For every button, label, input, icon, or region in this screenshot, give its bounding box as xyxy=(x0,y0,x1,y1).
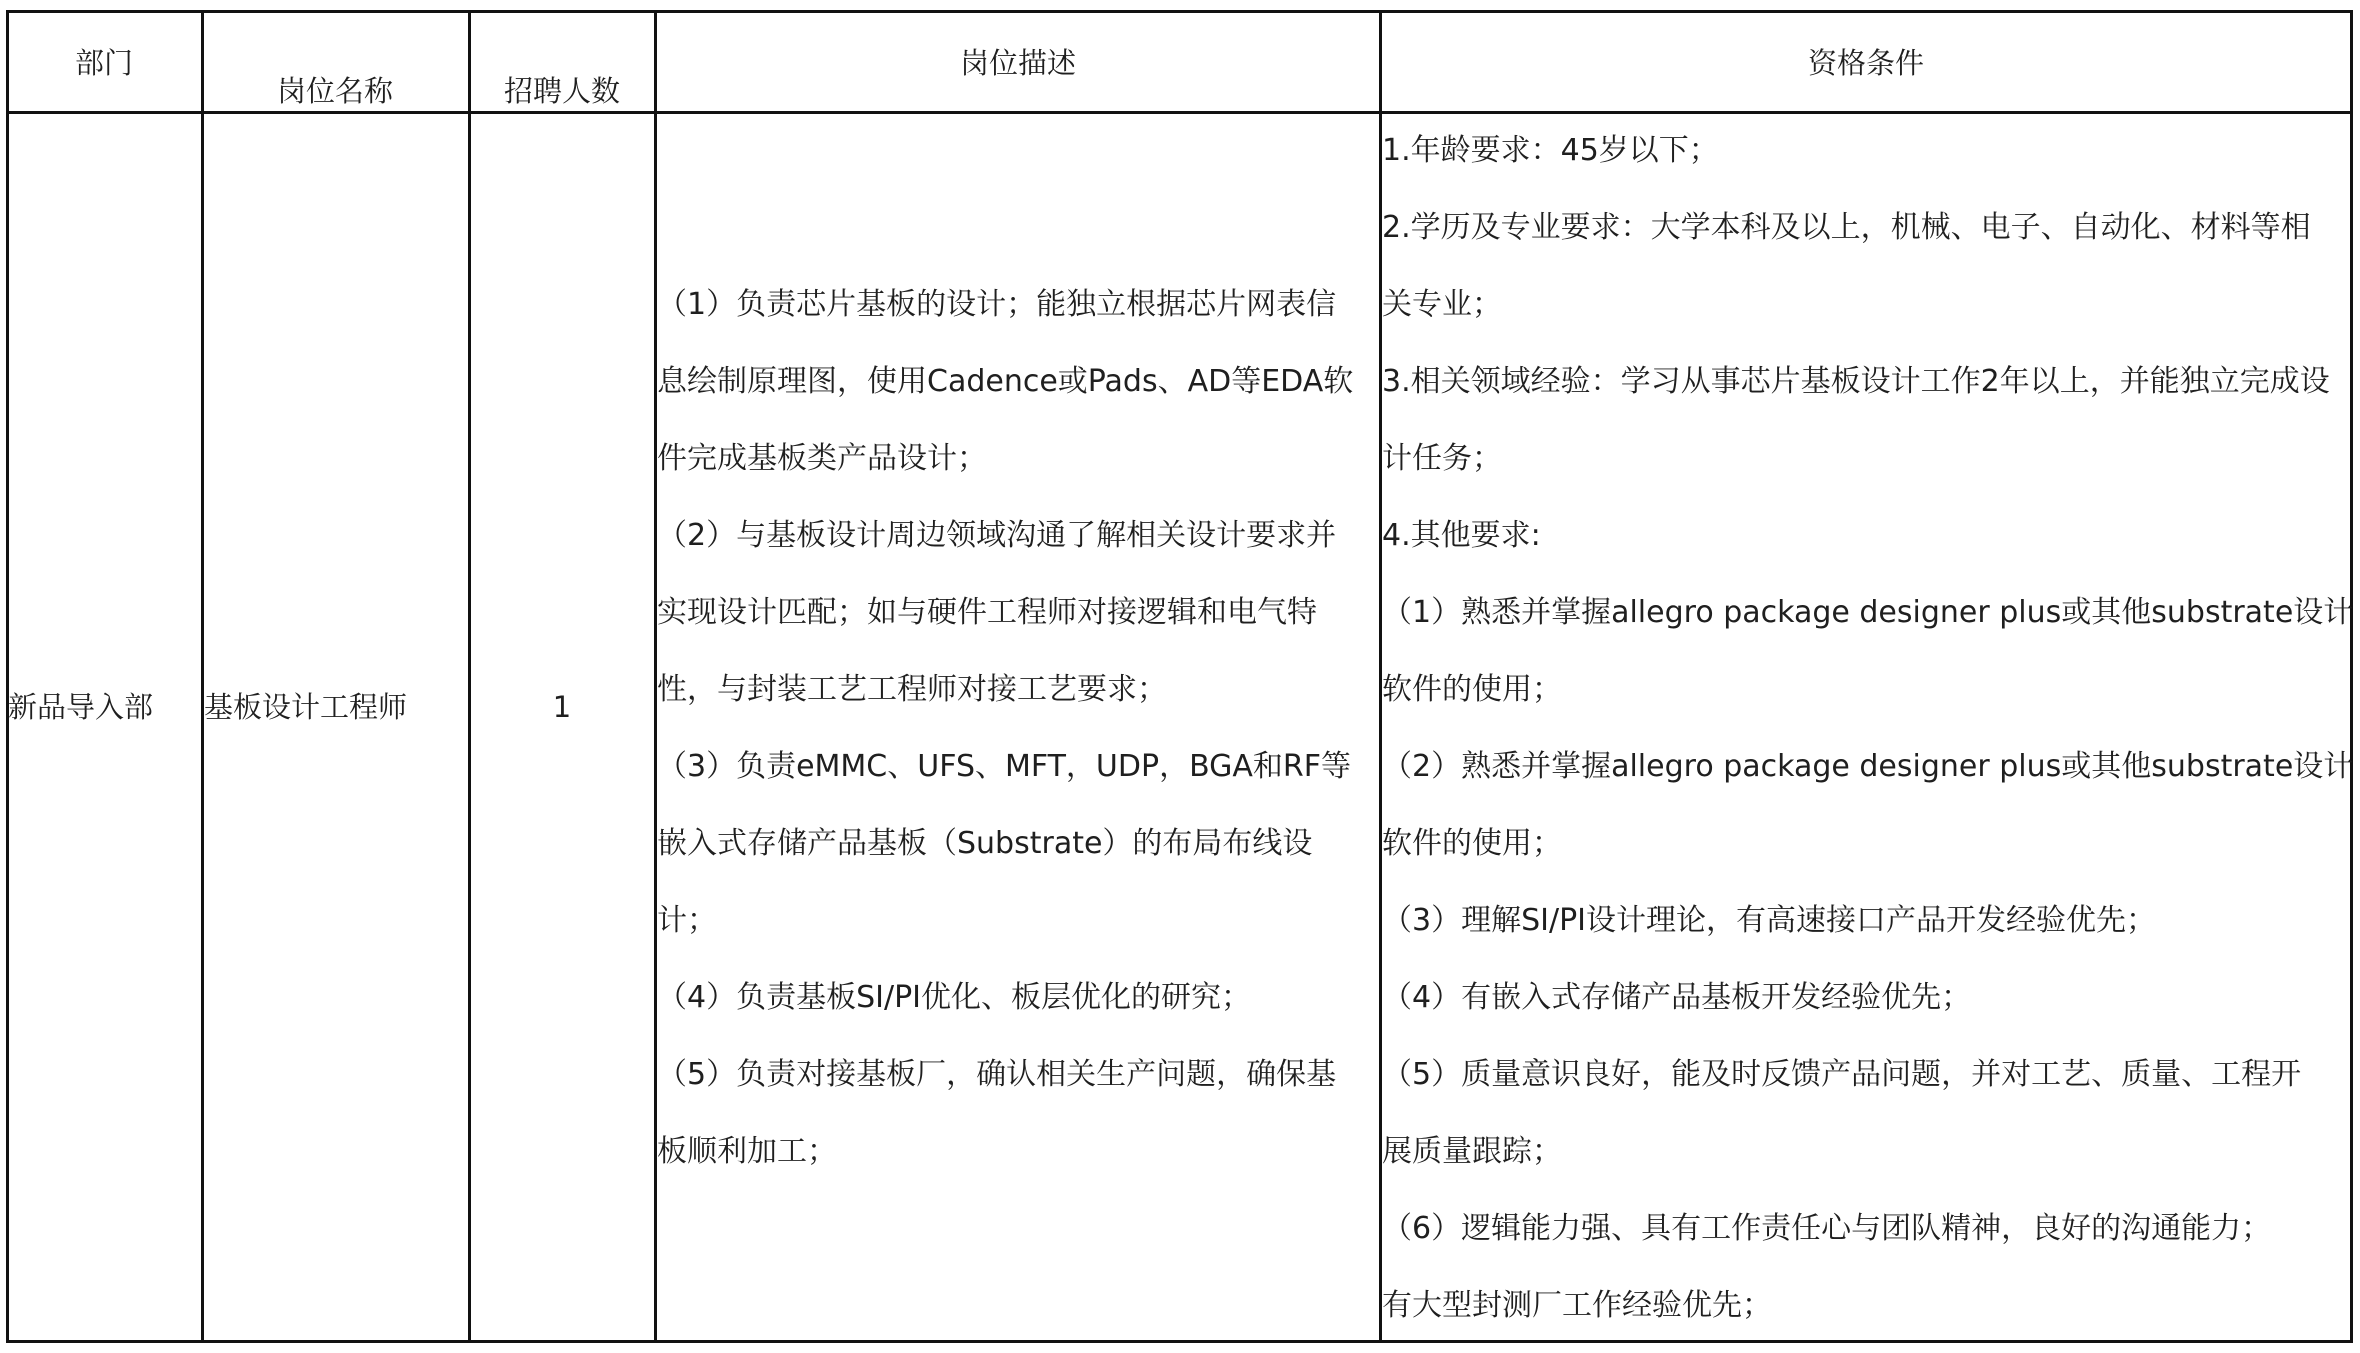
qualification-line: 软件的使用； xyxy=(1382,672,1562,707)
table-border-left xyxy=(6,10,9,1343)
qualification-line: 计任务； xyxy=(1382,441,1502,476)
qualification-line: 1.年龄要求：45岁以下； xyxy=(1382,133,1719,168)
description-line: （2）与基板设计周边领域沟通了解相关设计要求并 xyxy=(657,518,1337,553)
description-line: 板顺利加工； xyxy=(657,1134,837,1169)
qualification-line: 2.学历及专业要求：大学本科及以上，机械、电子、自动化、材料等相 xyxy=(1382,210,2311,245)
column-divider-1 xyxy=(201,10,204,1343)
description-line: 计； xyxy=(657,903,717,938)
description-line: （3）负责eMMC、UFS、MFT，UDP，BGA和RF等 xyxy=(657,749,1351,784)
cell-position-name: 基板设计工程师 xyxy=(204,690,408,724)
cell-headcount: 1 xyxy=(552,690,572,724)
qualification-line: 关专业； xyxy=(1382,287,1502,322)
description-line: 性，与封装工艺工程师对接工艺要求； xyxy=(657,672,1167,707)
header-qualifications: 资格条件 xyxy=(1807,46,1925,80)
qualification-line: 4.其他要求: xyxy=(1382,518,1541,553)
description-line: （5）负责对接基板厂，确认相关生产问题，确保基 xyxy=(657,1057,1337,1092)
description-line: （4）负责基板SI/PI优化、板层优化的研究； xyxy=(657,980,1252,1015)
description-line: 嵌入式存储产品基板（Substrate）的布局布线设 xyxy=(657,826,1313,861)
qualification-line: 3.相关领域经验：学习从事芯片基板设计工作2年以上，并能独立完成设 xyxy=(1382,364,2330,399)
qualification-line: （3）理解SI/PI设计理论，有高速接口产品开发经验优先； xyxy=(1382,903,2157,938)
description-line: 实现设计匹配；如与硬件工程师对接逻辑和电气特 xyxy=(657,595,1317,630)
qualification-line: （6）逻辑能力强、具有工作责任心与团队精神，良好的沟通能力； xyxy=(1382,1211,2272,1246)
description-line: 息绘制原理图，使用Cadence或Pads、AD等EDA软 xyxy=(657,364,1354,399)
header-headcount: 招聘人数 xyxy=(503,74,621,108)
qualification-line: （5）质量意识良好，能及时反馈产品问题，并对工艺、质量、工程开 xyxy=(1382,1057,2302,1092)
header-position-name: 岗位名称 xyxy=(276,74,394,108)
qualification-line: 软件的使用； xyxy=(1382,826,1562,861)
cell-department: 新品导入部 xyxy=(8,690,154,724)
qualification-line: （1）熟悉并掌握allegro package designer plus或其他substrate设计 xyxy=(1382,595,2354,630)
table-border-right xyxy=(2350,10,2353,1343)
table-border-bottom xyxy=(6,1340,2353,1343)
column-divider-2 xyxy=(468,10,471,1343)
qualification-line: 有大型封测厂工作经验优先； xyxy=(1382,1288,1772,1323)
qualification-line: 展质量跟踪； xyxy=(1382,1134,1562,1169)
header-job-description: 岗位描述 xyxy=(959,46,1077,80)
description-line: （1）负责芯片基板的设计；能独立根据芯片网表信 xyxy=(657,287,1337,322)
qualification-line: （4）有嵌入式存储产品基板开发经验优先； xyxy=(1382,980,1972,1015)
recruitment-table xyxy=(6,10,2353,1343)
description-line: 件完成基板类产品设计； xyxy=(657,441,987,476)
header-department: 部门 xyxy=(74,46,134,80)
header-divider xyxy=(6,111,2353,114)
table-border-top xyxy=(6,10,2353,13)
qualification-line: （2）熟悉并掌握allegro package designer plus或其他substrate设计 xyxy=(1382,749,2354,784)
